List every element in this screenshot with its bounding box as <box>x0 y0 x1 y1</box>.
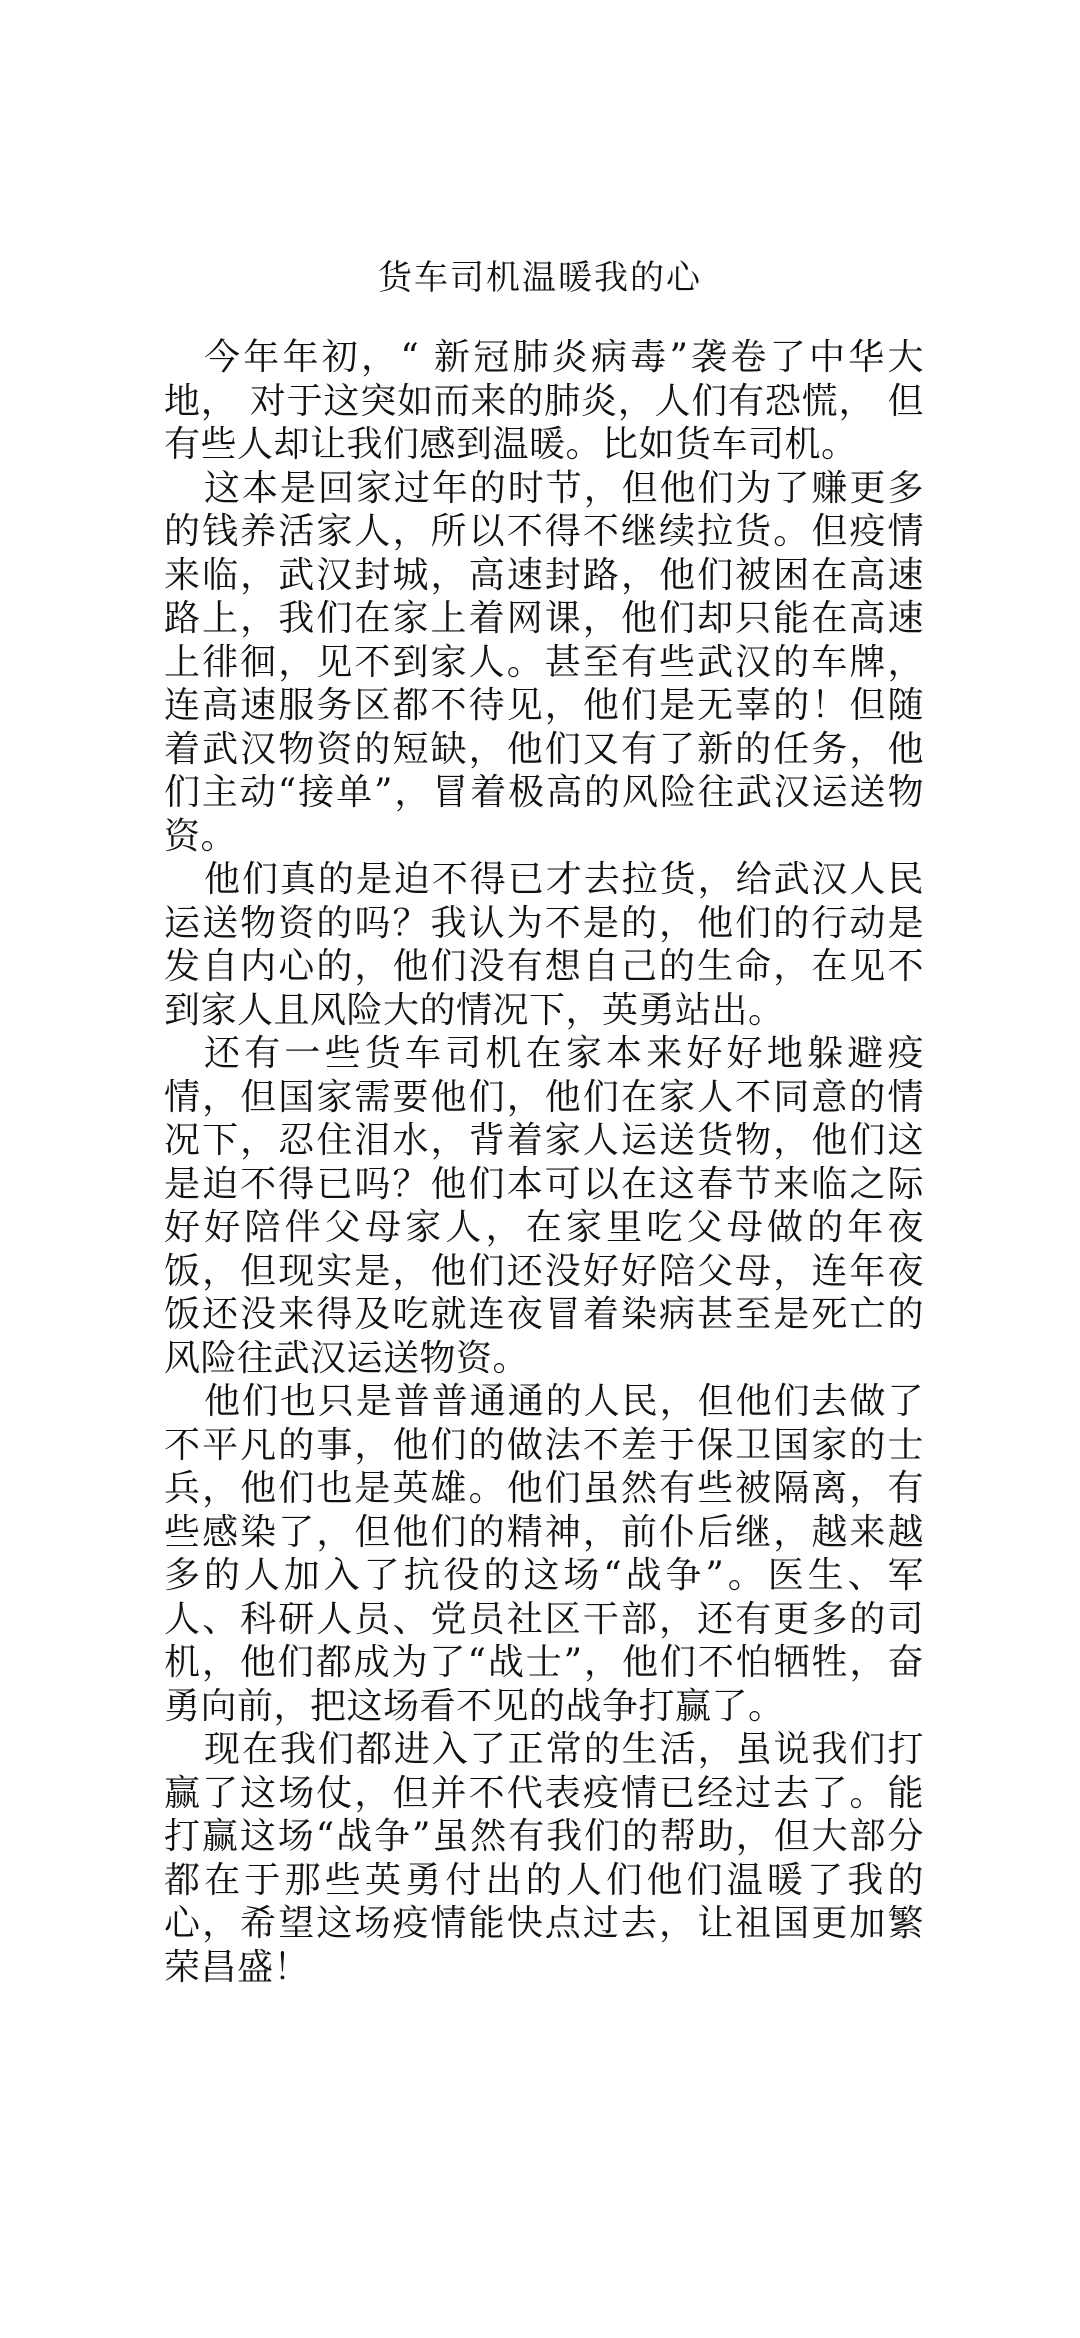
paragraph-3: 他们真的是迫不得已才去拉货，给武汉人民运送物资的吗？我认为不是的，他们的行动是发自内心的，他们没有想自己的生命，在见不到家人且风险大的情况下，英勇站出。 <box>164 859 924 1031</box>
paragraph-4: 还有一些货车司机在家本来好好地躲避疫情，但国家需要他们，他们在家人不同意的情况下，忍住泪水，背着家人运送货物，他们这是迫不得已吗？他们本可以在这春节来临之际好好陪伴父母家人，在家里吃父母做的年夜饭，但现实是，他们还没好好陪父母，连年夜饭还没来得及吃就连夜冒着染病甚至是死亡的风险往武汉运送物资。 <box>164 1033 924 1379</box>
document-title: 货车司机温暖我的心 <box>378 258 702 298</box>
document-body <box>164 336 924 1989</box>
paragraph-5: 他们也只是普普通通的人民，但他们去做了不平凡的事，他们的做法不差于保卫国家的士兵，他们也是英雄。他们虽然有些被隔离，有些感染了，但他们的精神，前仆后继，越来越多的人加入了抗役的这场“战争”。医生、军人、科研人员、党员社区干部，还有更多的司机，他们都成为了“战士”，他们不怕牺牲，奋勇向前，把这场看不见的战争打赢了。 <box>164 1381 924 1727</box>
paragraph-6: 现在我们都进入了正常的生活，虽说我们打赢了这场仗，但并不代表疫情已经过去了。能打赢这场“战争”虽然有我们的帮助，但大部分都在于那些英勇付出的人们他们温暖了我的心，希望这场疫情能快点过去，让祖国更加繁荣昌盛！ <box>164 1729 924 1988</box>
paragraph-2: 这本是回家过年的时节，但他们为了赚更多的钱养活家人，所以不得不继续拉货。但疫情来临，武汉封城，高速封路，他们被困在高速路上，我们在家上着网课，他们却只能在高速上徘徊，见不到家人。甚至有些武汉的车牌，连高速服务区都不待见，他们是无辜的！但随着武汉物资的短缺，他们又有了新的任务，他们主动“接单”，冒着极高的风险往武汉运送物资。 <box>164 467 924 857</box>
paragraph-1: 今年年初，“ 新冠肺炎病毒”袭卷了中华大地， 对于这突如而来的肺炎，人们有恐慌， 但有些人却让我们感到温暖。比如货车司机。 <box>164 337 924 465</box>
